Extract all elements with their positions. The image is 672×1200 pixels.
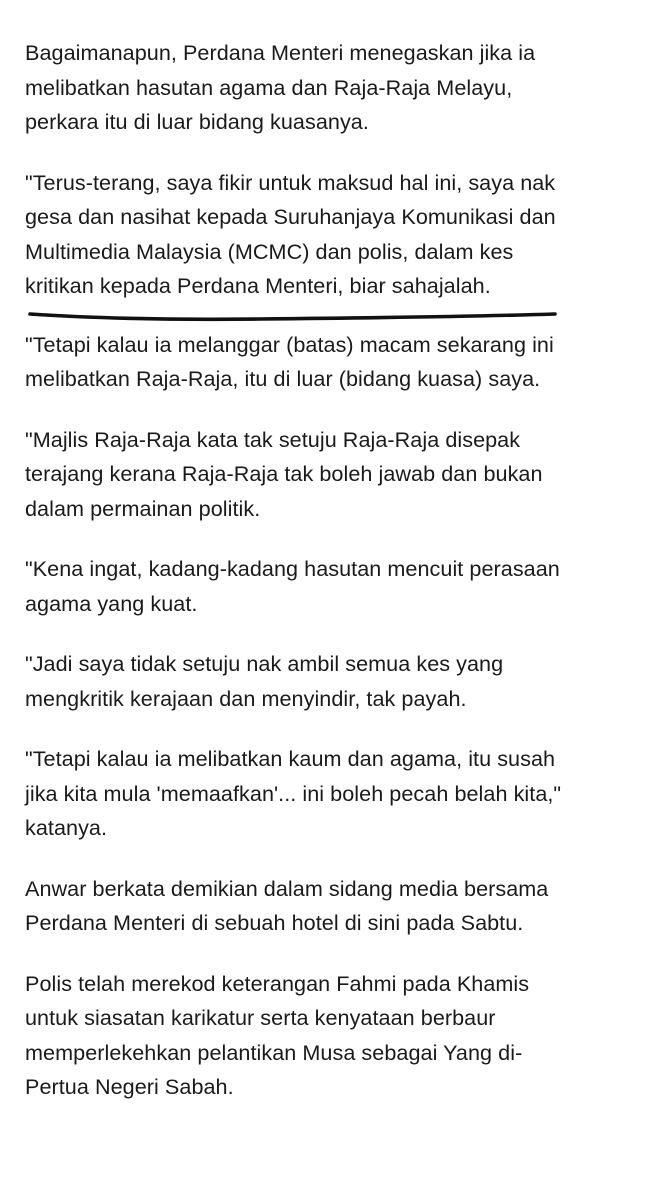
paragraph-1: Bagaimanapun, Perdana Menteri menegaskan jika ia melibatkan hasutan agama dan Raja-Raja Melayu, perkara itu di luar bidang kuasanya. [25, 40, 536, 134]
paragraph-8: Anwar berkata demikian dalam sidang media bersama Perdana Menteri di sebuah hotel di sini pada Sabtu. [25, 875, 549, 935]
paragraph-6: "Jadi saya tidak setuju nak ambil semua kes yang mengkritik kerajaan dan menyindir, tak payah. [25, 651, 504, 711]
paragraph-9: Polis telah merekod keterangan Fahmi pada Khamis untuk siasatan karikatur serta kenyataan berbaur memperlekehkan pelantikan Musa sebagai Yang di- Pertua Negeri Sabah. [25, 970, 530, 1099]
paragraph-4: "Majlis Raja-Raja kata tak setuju Raja-Raja disepak terajang kerana Raja-Raja tak boleh jawab dan bukan dalam permainan politik. [25, 426, 543, 521]
paragraph-5: "Kena ingat, kadang-kadang hasutan mencuit perasaan agama yang kuat. [25, 556, 560, 616]
paragraph-3: "Tetapi kalau ia melanggar (batas) macam sekarang ini melibatkan Raja-Raja, itu di luar (bidang kuasa) saya. [25, 331, 554, 391]
article-body [25, 36, 665, 1131]
paragraph-7: "Tetapi kalau ia melibatkan kaum dan agama, itu susah jika kita mula 'memaafkan'... ini boleh pecah belah kita," katanya. [25, 746, 562, 840]
paragraph-2: "Terus-terang, saya fikir untuk maksud hal ini, saya nak gesa dan nasihat kepada Suruhanjaya Komunikasi dan Multimedia Malaysia (MCMC) dan polis, dalam kes kritikan kepada Perdana Menteri, biar sahajalah. [25, 169, 556, 298]
